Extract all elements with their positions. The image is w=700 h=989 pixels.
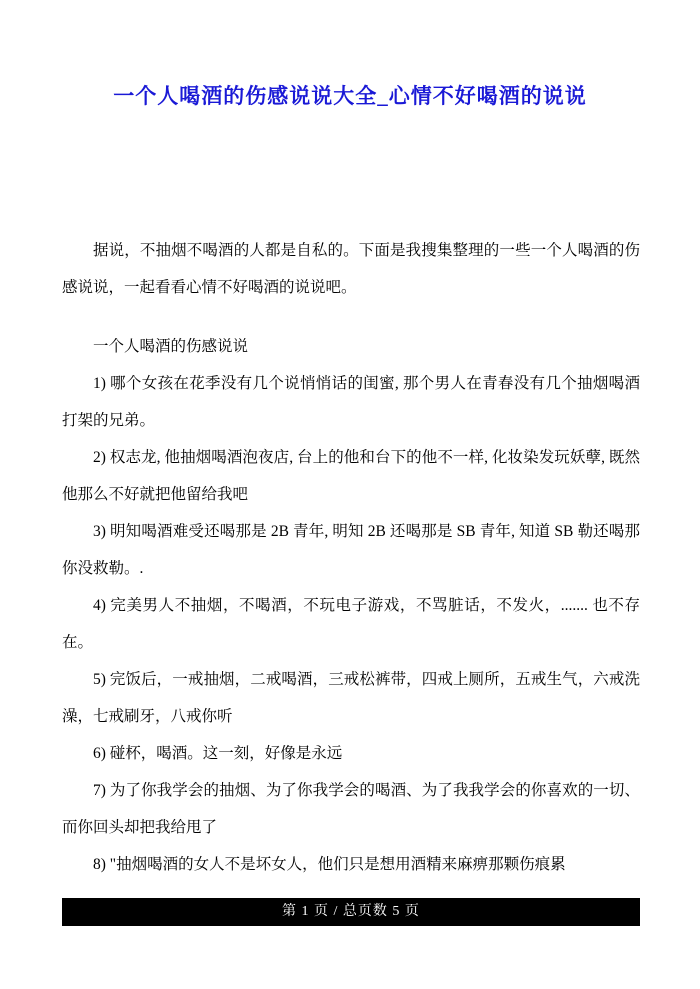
list-item: 8) "抽烟喝酒的女人不是坏女人，他们只是想用酒精来麻痹那颗伤痕累 bbox=[93, 856, 566, 873]
list-item: 3) 明知喝酒难受还喝那是 2B 青年, 明知 2B 还喝那是 SB 青年, 知道 SB 勒还喝那你没救勒。. bbox=[62, 523, 640, 577]
page-title: 一个人喝酒的伤感说说大全_心情不好喝酒的说说 bbox=[113, 84, 587, 108]
paragraph-section-heading: 一个人喝酒的伤感说说 bbox=[93, 338, 249, 355]
list-item: 5) 完饭后，一戒抽烟，二戒喝酒，三戒松裤带，四戒上厕所，五戒生气，六戒洗澡，七戒刷牙，八戒你听 bbox=[62, 671, 640, 725]
document-body bbox=[62, 232, 640, 883]
page-footer-text: 第 1 页 / 总页数 5 页 bbox=[282, 904, 420, 919]
list-item: 4) 完美男人不抽烟，不喝酒，不玩电子游戏，不骂脏话，不发火，....... 也不存在。 bbox=[62, 597, 640, 651]
list-item: 7) 为了你我学会的抽烟、为了你我学会的喝酒、为了我我学会的你喜欢的一切、而你回头却把我给甩了 bbox=[62, 782, 640, 836]
list-item: 1) 哪个女孩在花季没有几个说悄悄话的闺蜜, 那个男人在青春没有几个抽烟喝酒打架的兄弟。 bbox=[62, 375, 640, 429]
list-item: 2) 权志龙, 他抽烟喝酒泡夜店, 台上的他和台下的他不一样, 化妆染发玩妖孽, 既然他那么不好就把他留给我吧 bbox=[62, 449, 640, 503]
list-item: 6) 碰杯，喝酒。这一刻，好像是永远 bbox=[93, 745, 343, 762]
paragraph-intro: 据说，不抽烟不喝酒的人都是自私的。下面是我搜集整理的一些一个人喝酒的伤感说说，一起看看心情不好喝酒的说说吧。 bbox=[62, 242, 640, 296]
page-footer bbox=[62, 898, 640, 926]
